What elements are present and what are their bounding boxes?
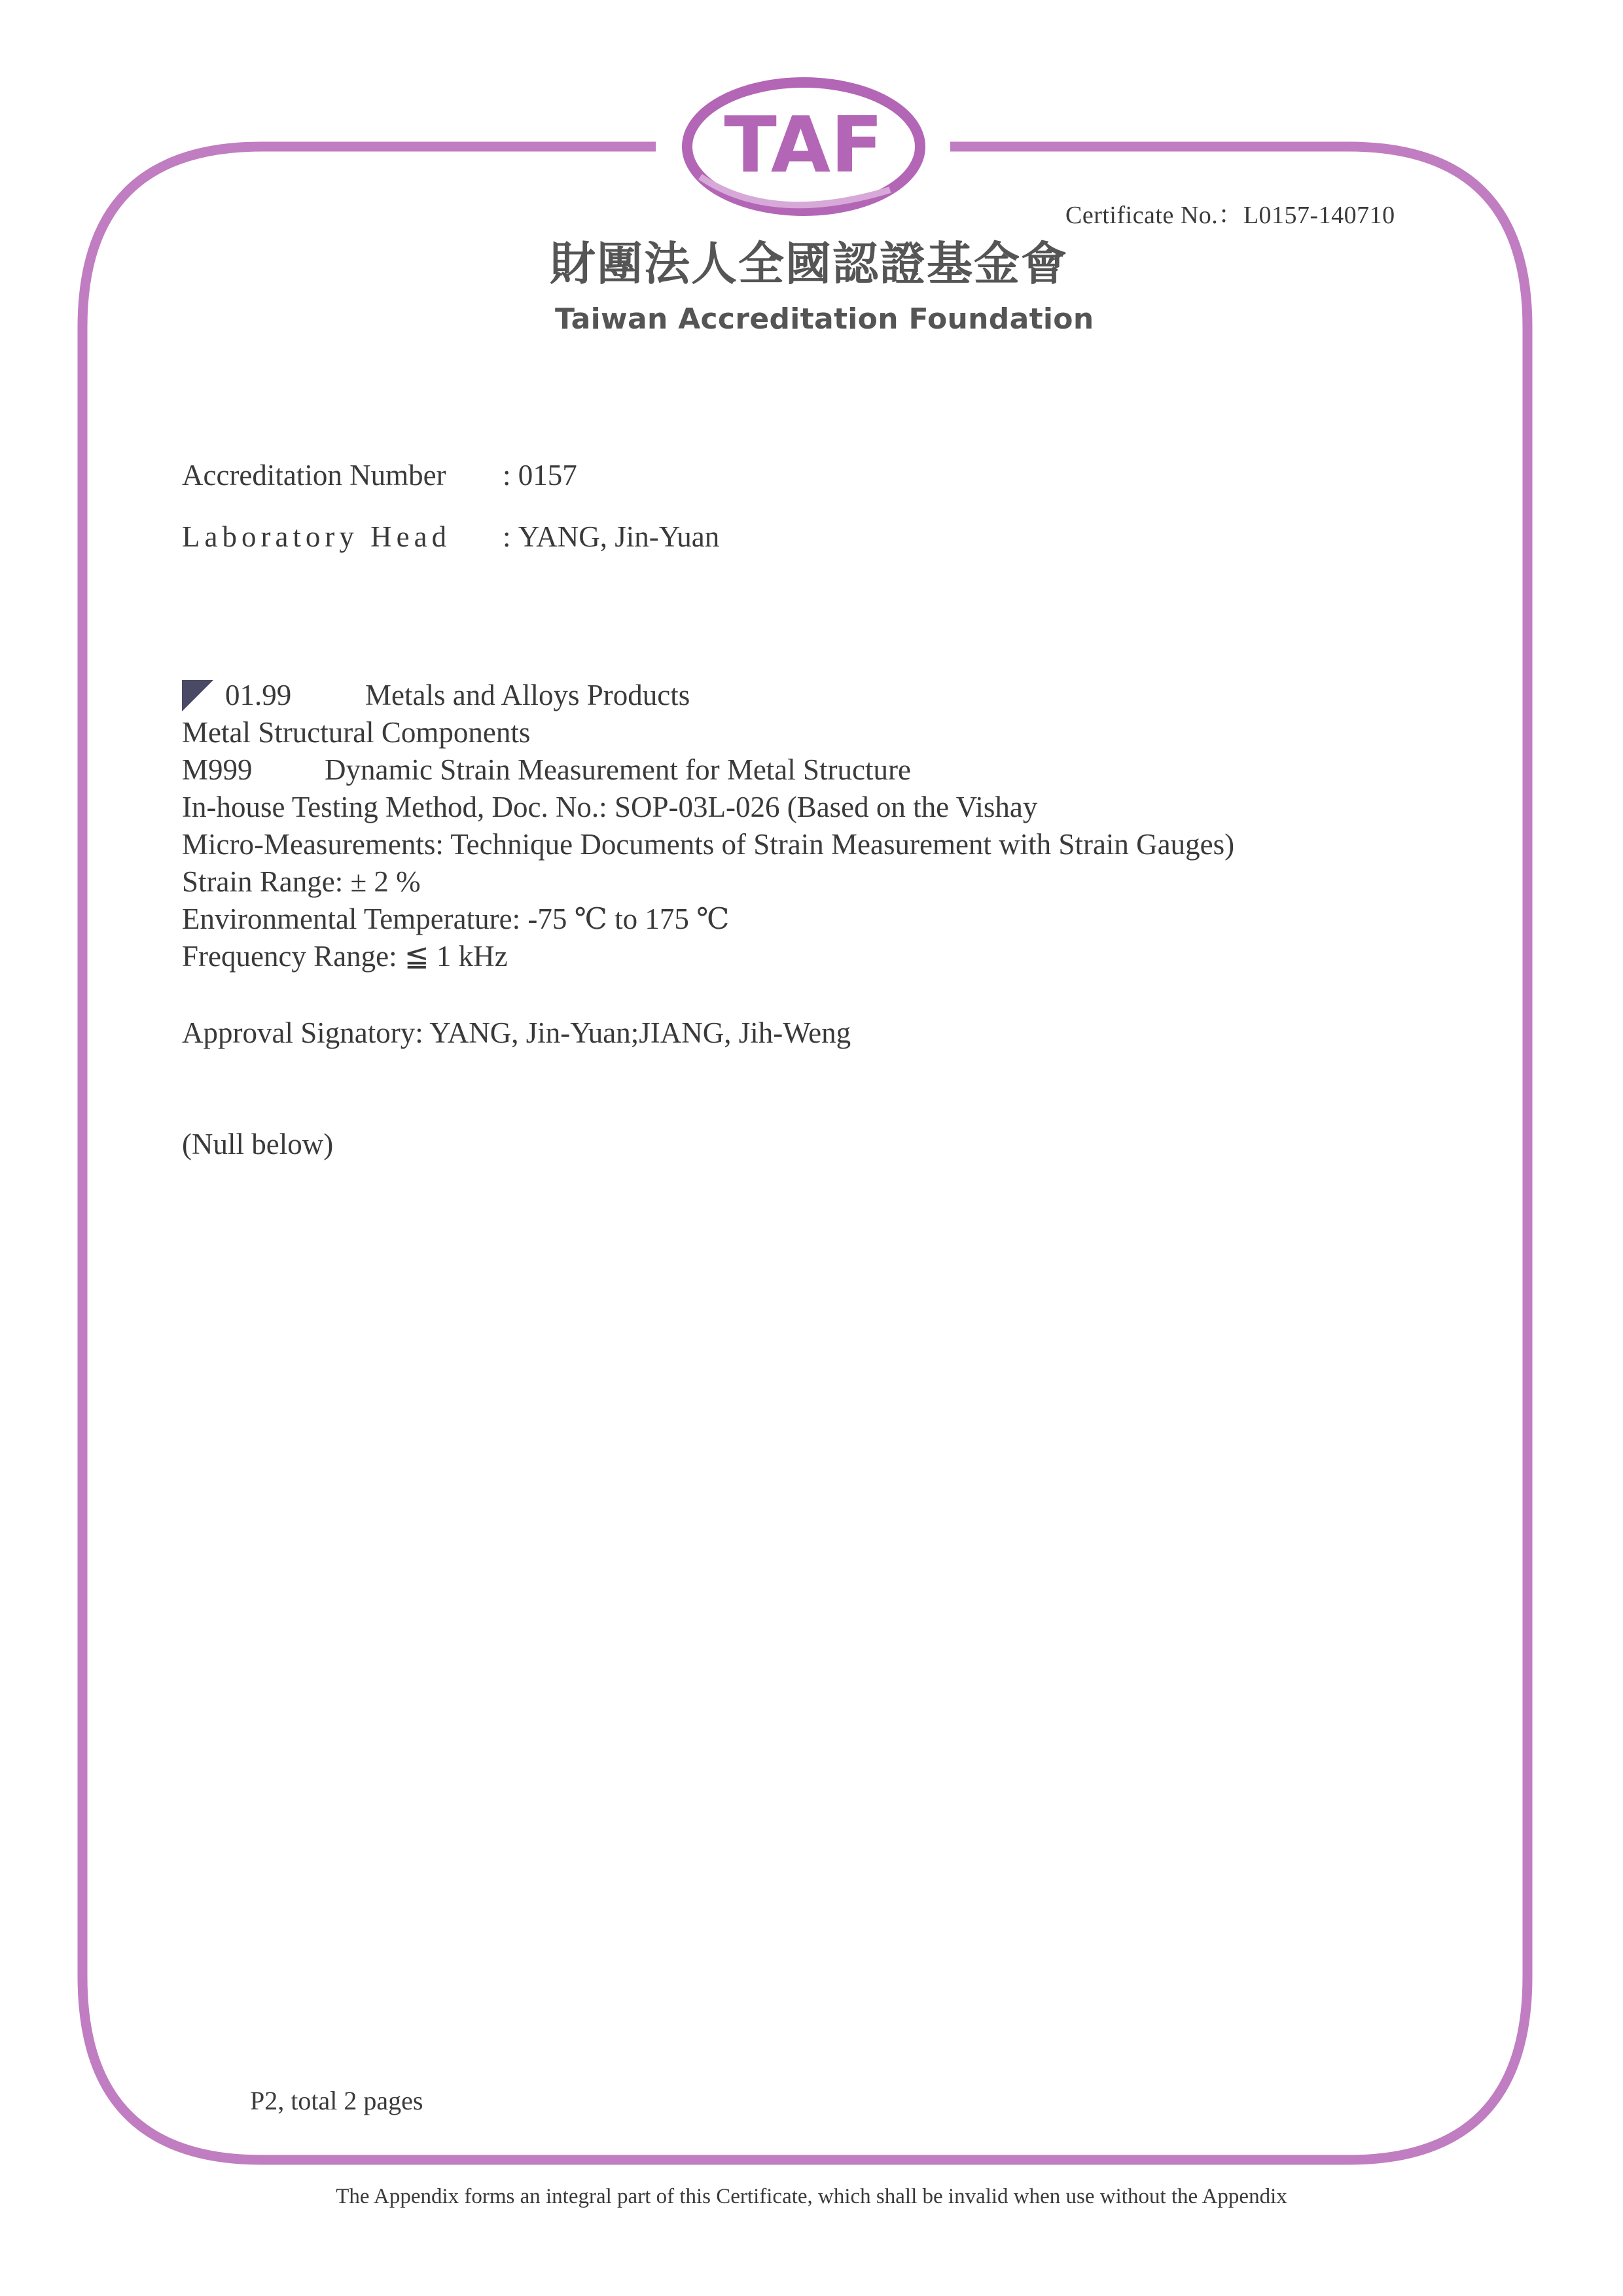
certificate-number-label: Certificate No. (1065, 202, 1219, 229)
approval-signatory: Approval Signatory: YANG, Jin-Yuan;JIANG, Jih-Weng (182, 1016, 851, 1049)
scope-test-code: M999 (182, 753, 253, 786)
scope-field-name: Metals and Alloys Products (365, 679, 690, 711)
scope-frequency: Frequency Range: ≦ 1 kHz (182, 940, 508, 973)
laboratory-head-value: YANG, Jin-Yuan (518, 520, 720, 553)
accreditation-number-row (182, 458, 577, 492)
scope-test-line (182, 751, 1234, 789)
org-name-english: Taiwan Accreditation Foundation (555, 302, 1094, 336)
scope-field-code: 01.99 (225, 679, 292, 711)
certificate-number-value: L0157-140710 (1243, 202, 1395, 229)
scope-category: Metal Structural Components (182, 716, 531, 749)
triangle-marker-icon (182, 680, 213, 711)
logo-text: TAF (724, 99, 883, 190)
certificate-colon: ： (1218, 202, 1243, 229)
laboratory-head-sep: : (503, 520, 518, 553)
footer-note: The Appendix forms an integral part of this Certificate, which shall be invalid when use without the Appendix (336, 2185, 1287, 2208)
scope-test-name: Dynamic Strain Measurement for Metal Structure (325, 753, 911, 786)
scope-method-line-1: In-house Testing Method, Doc. No.: SOP-03L-026 (Based on the Vishay (182, 791, 1038, 823)
scope-method-line-2: Micro-Measurements: Technique Documents of Strain Measurement with Strain Gauges) (182, 828, 1235, 861)
scope-field-line (182, 677, 1234, 714)
org-name-chinese: 財團法人全國認證基金會 (550, 237, 1068, 291)
accreditation-number-label: Accreditation Number (182, 459, 446, 492)
taf-logo (687, 82, 920, 211)
scope-strain-range: Strain Range: ± 2 % (182, 865, 421, 898)
scope-temperature: Environmental Temperature: -75 ℃ to 175 ℃ (182, 903, 730, 935)
certificate-number (1065, 194, 1395, 230)
accreditation-scope (182, 677, 1234, 975)
laboratory-head-row (182, 520, 719, 554)
laboratory-head-label: Laboratory Head (182, 520, 452, 553)
null-below-note: (Null below) (182, 1128, 334, 1160)
accreditation-number-sep: : (503, 459, 518, 492)
accreditation-number-value: 0157 (518, 459, 577, 492)
page-number: P2, total 2 pages (250, 2086, 423, 2115)
